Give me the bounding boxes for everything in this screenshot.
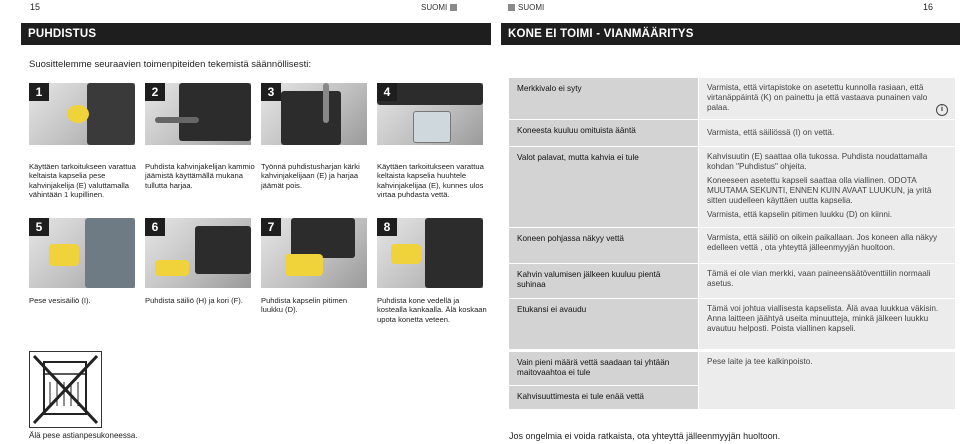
language-text: SUOMI — [421, 3, 448, 12]
step-2-number: 2 — [145, 83, 165, 101]
right-language-label — [508, 3, 544, 12]
problem-cell: Vain pieni määrä vettä saadaan tai yhtään maitovaahtoa ei tule — [509, 352, 698, 385]
language-square-icon — [508, 4, 515, 11]
left-title-bar — [21, 23, 491, 45]
problem-cell: Kahvin valumisen jälkeen kuuluu pientä suhinaa — [509, 264, 698, 298]
left-language-label — [421, 3, 457, 12]
no-dishwasher-icon — [29, 351, 102, 428]
solution-cell — [699, 78, 955, 119]
step-7-caption: Puhdista kapselin pitimen luukku (D). — [261, 296, 348, 315]
step-6-photo — [145, 218, 251, 288]
right-title-bar — [501, 23, 960, 45]
step-4-photo — [377, 83, 483, 145]
solution-text: Varmista, että säiliössä (I) on vettä. — [707, 128, 835, 137]
step-8-caption: Puhdista kone vedellä ja kostealla kankaalla. Älä koskaan upota konetta veteen. — [377, 296, 487, 324]
left-page-number: 15 — [30, 2, 41, 12]
step-7-photo — [261, 218, 367, 288]
info-icon: i — [936, 104, 948, 116]
step-2-caption: Puhdista kahvinjakelijan kammio jäämistä käyttämällä mukana tullutta harjaa. — [145, 162, 255, 190]
language-square-icon — [450, 4, 457, 11]
solution-text: Varmista, että kapselin pitimen luukku (D) on kiinni. — [707, 210, 893, 219]
step-5-photo — [29, 218, 135, 288]
solution-cell — [699, 264, 955, 298]
problem-cell: Etukansi ei avaudu — [509, 299, 698, 349]
page-title: PUHDISTUS — [28, 28, 97, 40]
step-3-caption: Työnnä puhdistusharjan kärki kahvinjakelijaan (E) ja harjaa jäämät pois. — [261, 162, 360, 190]
step-5-number: 5 — [29, 218, 49, 236]
solution-cell — [699, 299, 955, 349]
solution-cell — [699, 147, 955, 227]
step-3-photo — [261, 83, 367, 145]
step-4-caption: Käyttäen tarkoitukseen varattua keltaista kapselia huuhtele kahvinjakelijaa (E), kunnes ulos virtaa puhdasta vettä. — [377, 162, 484, 199]
solution-text: Varmista, että säiliö on oikein paikallaan. Jos koneen alla näkyy edelleen vettä , ota yhteyttä jälleenmyyjän huoltoon. — [707, 233, 938, 252]
step-7-number: 7 — [261, 218, 281, 236]
problem-cell: Koneen pohjassa näkyy vettä — [509, 228, 698, 263]
dishwasher-note: Älä pese astianpesukoneessa. — [29, 431, 138, 440]
problem-cell: Merkkivalo ei syty — [509, 78, 698, 119]
solution-text: Kahvisuutin (E) saattaa olla tukossa. Puhdista noudattamalla kohdan "Puhdistus" ohjeita. — [707, 152, 928, 171]
step-6-caption: Puhdista säiliö (H) ja kori (F). — [145, 296, 243, 305]
right-page-number: 16 — [923, 2, 934, 12]
step-5-caption: Pese vesisäiliö (I). — [29, 296, 91, 305]
language-text: SUOMI — [518, 3, 545, 12]
solution-cell — [699, 228, 955, 263]
step-3-number: 3 — [261, 83, 281, 101]
step-8-number: 8 — [377, 218, 397, 236]
page-title: KONE EI TOIMI - VIANMÄÄRITYS — [508, 28, 694, 40]
problem-cell: Koneesta kuuluu omituista ääntä — [509, 120, 698, 146]
step-1-caption: Käyttäen tarkoitukseen varattua keltaista kapselia pese kahvinjakelija (E) valuttamalla vähintään 1 kupillinen. — [29, 162, 136, 199]
solution-text: Tämä voi johtua viallisesta kapselista. Älä avaa luukkua väkisin. Anna laitteen jäähtyä useita minuutteja, minkä jälkeen luukku avautuu helposti. Poista viallinen kapseli. — [707, 304, 939, 333]
problem-cell: Kahvisuuttimesta ei tule enää vettä — [509, 385, 698, 409]
step-6-number: 6 — [145, 218, 165, 236]
cleaning-subtitle: Suosittelemme seuraavien toimenpiteiden tekemistä säännöllisesti: — [29, 59, 311, 70]
step-1-photo — [29, 83, 135, 145]
step-1-number: 1 — [29, 83, 49, 101]
step-8-photo — [377, 218, 483, 288]
solution-text: Varmista, että virtapistoke on asetettu kunnolla rasiaan, että virtanäppäintä (K) on painettu ja että vastaava punainen valo palaa. — [707, 83, 928, 112]
solution-cell — [699, 352, 955, 409]
step-2-photo — [145, 83, 251, 145]
service-footer: Jos ongelmia ei voida ratkaista, ota yhteyttä jälleenmyyjän huoltoon. — [509, 431, 781, 441]
solution-text: Tämä ei ole vian merkki, vaan paineensäätöventtiilin normaali asetus. — [707, 269, 931, 288]
solution-cell — [699, 120, 955, 146]
solution-text: Koneeseen asetettu kapseli saattaa olla viallinen. ODOTA MUUTAMA SEKUNTI, ENNEN KUIN AVAAT LUUKUN, ja yritä sitten uudelleen käyttäen uutta kapselia. — [707, 176, 932, 205]
step-4-number: 4 — [377, 83, 397, 101]
solution-text: Pese laite ja tee kalkinpoisto. — [707, 357, 813, 366]
problem-cell: Valot palavat, mutta kahvia ei tule — [509, 147, 698, 227]
